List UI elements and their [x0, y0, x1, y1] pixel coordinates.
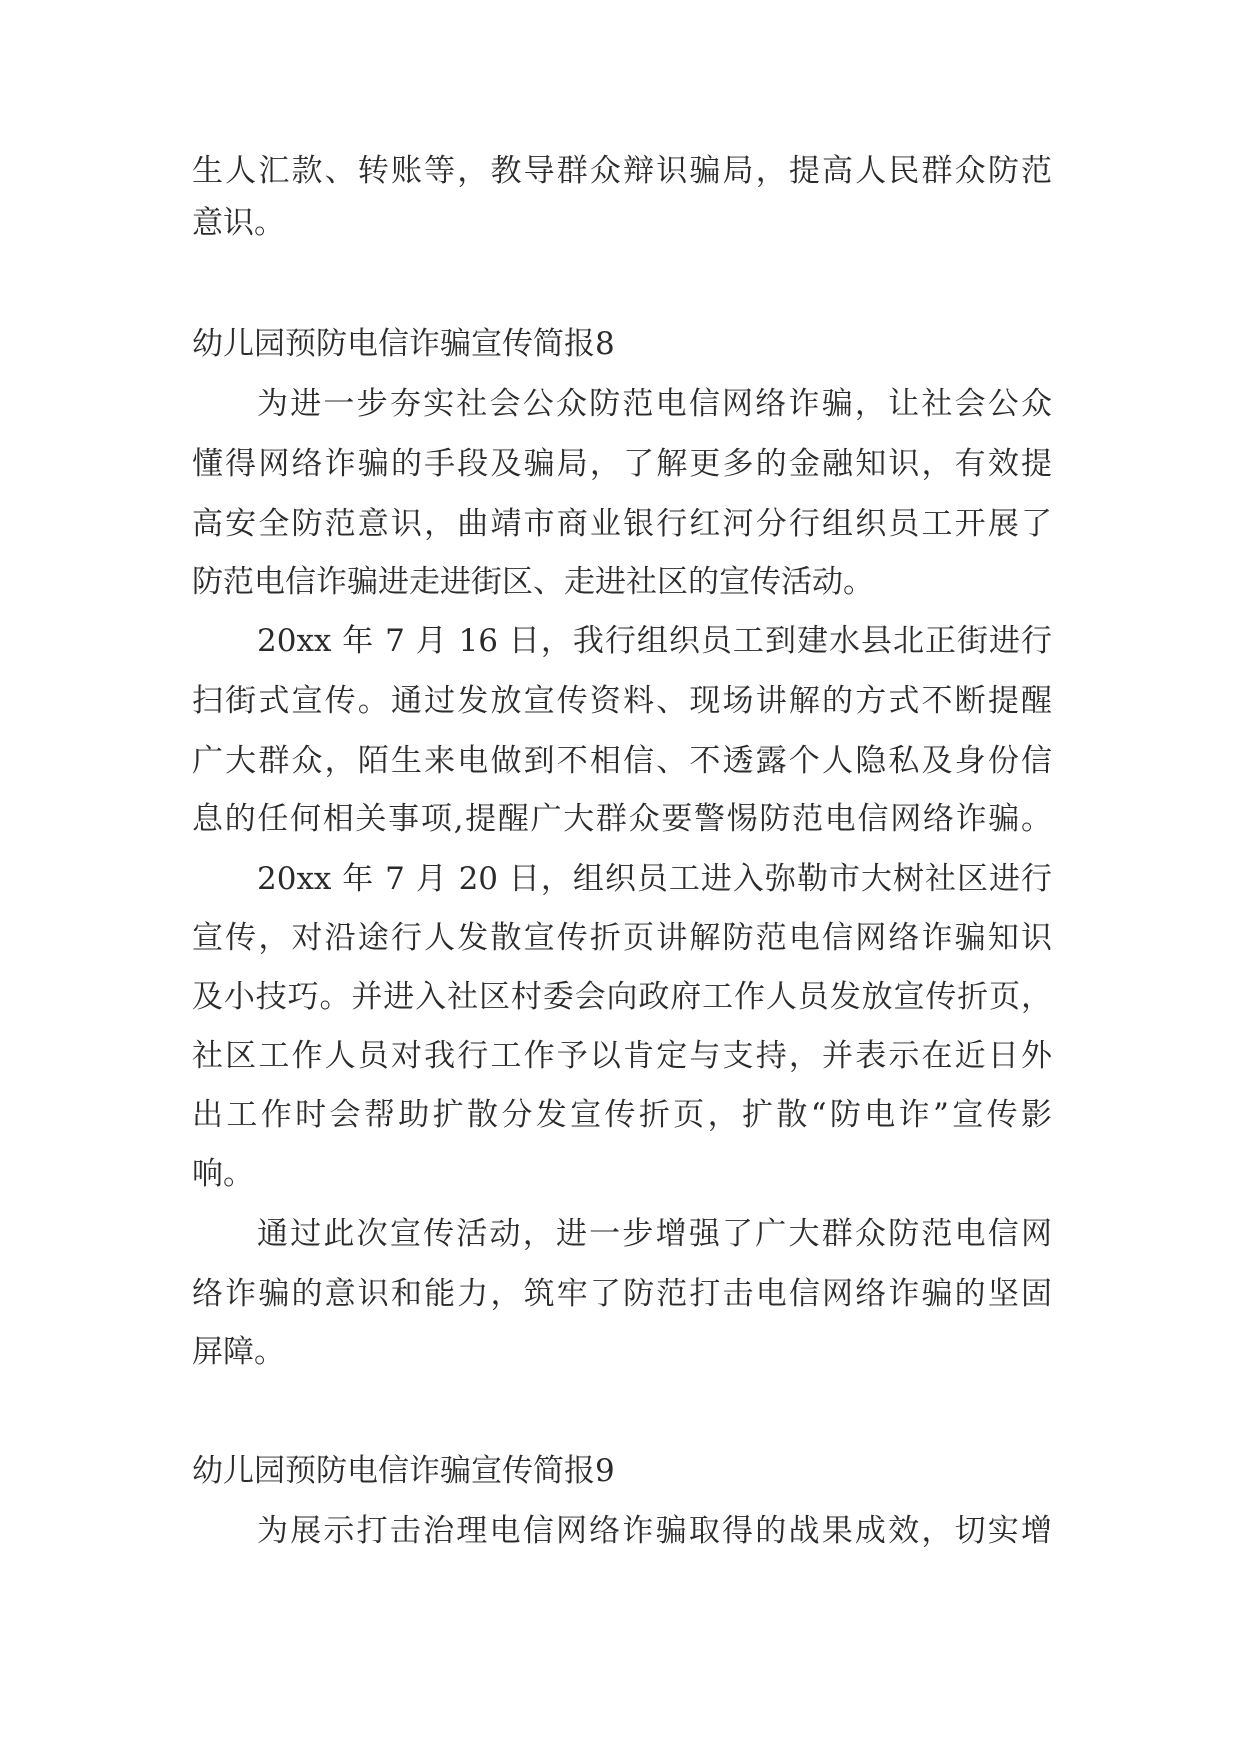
section-heading-9: 幼儿园预防电信诈骗宣传简报9: [192, 1453, 615, 1489]
paragraph-line: 懂得网络诈骗的手段及骗局，了解更多的金融知识，有效提: [192, 446, 1052, 482]
paragraph-line: 生人汇款、转账等，教导群众辩识骗局，提高人民群众防范: [192, 153, 1052, 189]
paragraph-line: 20xx 年 7 月 16 日，我行组织员工到建水县北正街进行: [257, 623, 1052, 659]
paragraph-line: 广大群众，陌生来电做到不相信、不透露个人隐私及身份信: [192, 743, 1052, 779]
paragraph-line: 防范电信诈骗进走进街区、走进社区的宣传活动。: [192, 564, 874, 600]
paragraph-line: 高安全防范意识，曲靖市商业银行红河分行组织员工开展了: [192, 506, 1052, 542]
paragraph-line: 20xx 年 7 月 20 日，组织员工进入弥勒市大树社区进行: [257, 861, 1052, 897]
paragraph-line: 宣传，对沿途行人发散宣传折页讲解防范电信网络诈骗知识: [192, 920, 1052, 956]
section-heading-8: 幼儿园预防电信诈骗宣传简报8: [192, 326, 615, 362]
paragraph-line: 息的任何相关事项,提醒广大群众要警惕防范电信网络诈骗。: [192, 801, 1052, 837]
paragraph-line: 为进一步夯实社会公众防范电信网络诈骗，让社会公众: [257, 386, 1052, 422]
paragraph-line: 通过此次宣传活动，进一步增强了广大群众防范电信网: [257, 1216, 1052, 1252]
paragraph-line: 社区工作人员对我行工作予以肯定与支持，并表示在近日外: [192, 1038, 1052, 1074]
paragraph-line: 屏障。: [192, 1334, 285, 1370]
paragraph-line: 络诈骗的意识和能力，筑牢了防范打击电信网络诈骗的坚固: [192, 1276, 1052, 1312]
paragraph-line: 出工作时会帮助扩散分发宣传折页，扩散“防电诈”宣传影: [192, 1097, 1052, 1133]
paragraph-line: 及小技巧。并进入社区村委会向政府工作人员发放宣传折页，: [192, 979, 1052, 1015]
paragraph-line: 为展示打击治理电信网络诈骗取得的战果成效，切实增: [257, 1513, 1052, 1549]
paragraph-line: 扫街式宣传。通过发放宣传资料、现场讲解的方式不断提醒: [192, 683, 1052, 719]
paragraph-line: 响。: [192, 1156, 254, 1192]
paragraph-line: 意识。: [192, 205, 285, 241]
